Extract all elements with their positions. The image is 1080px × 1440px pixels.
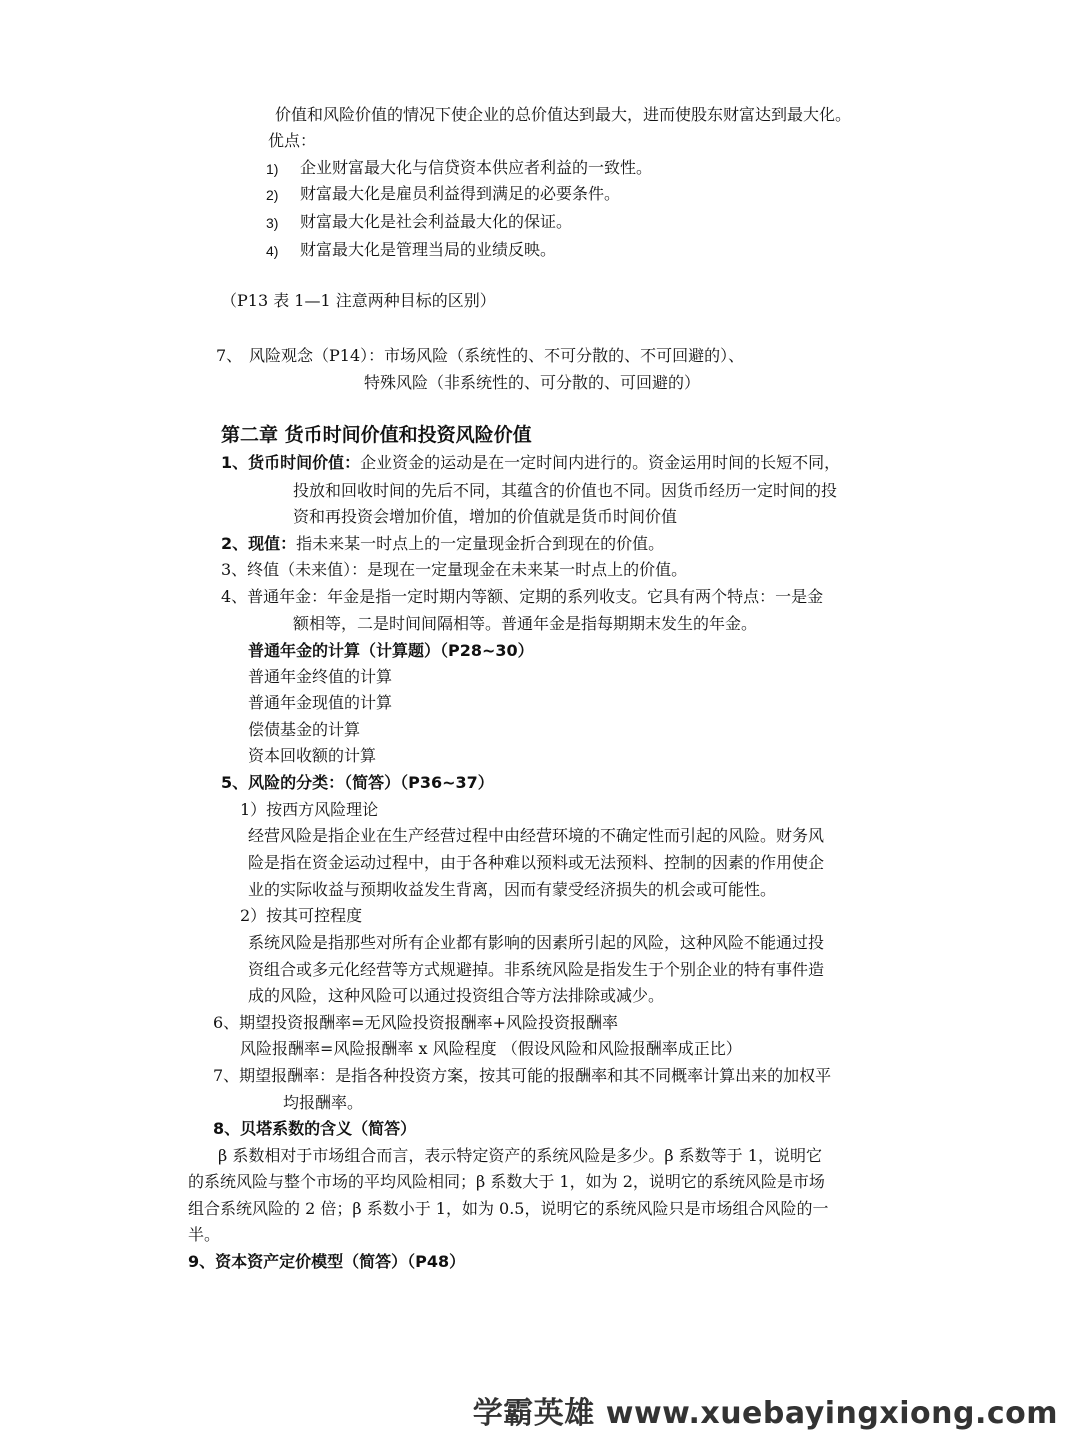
list-item: 资本回收额的计算 bbox=[248, 746, 377, 765]
item-text: 业的实际收益与预期收益发生背离，因而有蒙受经济损失的机会或可能性。 bbox=[248, 880, 777, 899]
risk-concept-line1: 风险观念（P14）：市场风险（系统性的、不可分散的、不可回避的）、 bbox=[249, 346, 745, 365]
formula-line: 6、期望投资报酬率=无风险投资报酬率+风险投资报酬率 bbox=[213, 1013, 618, 1032]
list-item: 财富最大化是社会利益最大化的保证。 bbox=[300, 212, 573, 231]
item-text: 资和再投资会增加价值，增加的价值就是货币时间价值 bbox=[293, 507, 678, 526]
item-text: 成的风险，这种风险可以通过投资组合等方法排除或减少。 bbox=[248, 986, 665, 1005]
item-text: 均报酬率。 bbox=[283, 1093, 364, 1112]
item-text: 4、普通年金：年金是指一定时期内等额、定期的系列收支。它具有两个特点：一是金 bbox=[221, 587, 824, 606]
watermark: 学霸英雄 www.xuebayingxiong.com bbox=[472, 1396, 1058, 1431]
list-item: 普通年金现值的计算 bbox=[248, 693, 393, 712]
item-text: 3、终值（未来值）：是现在一定量现金在未来某一时点上的价值。 bbox=[221, 560, 688, 579]
continuation-text: 价值和风险价值的情况下使企业的总价值达到最大，进而使股东财富达到最大化。 bbox=[275, 105, 852, 124]
item-heading: 2、现值： bbox=[221, 534, 297, 553]
list-number: 2) bbox=[266, 187, 279, 203]
paragraph-line: 组合系统风险的 2 倍；β 系数小于 1，如为 0.5，说明它的系统风险只是市场组合风险的一 bbox=[188, 1199, 829, 1218]
list-item: 财富最大化是雇员利益得到满足的必要条件。 bbox=[300, 184, 621, 203]
risk-concept-line2: 特殊风险（非系统性的、可分散的、可回避的） bbox=[364, 373, 701, 392]
item-text: 经营风险是指企业在生产经营过程中由经营环境的不确定性而引起的风险。财务风 bbox=[248, 826, 825, 845]
list-item: 企业财富最大化与信贷资本供应者利益的一致性。 bbox=[300, 158, 653, 177]
paragraph-line: β 系数相对于市场组合而言，表示特定资产的系统风险是多少。β 系数等于 1，说明它 bbox=[218, 1146, 822, 1165]
sub-item: 2）按其可控程度 bbox=[240, 906, 363, 925]
item-text: 7、期望报酬率：是指各种投资方案，按其可能的报酬率和其不同概率计算出来的加权平 bbox=[213, 1066, 832, 1085]
sub-item: 1）按西方风险理论 bbox=[240, 800, 379, 819]
list-item: 财富最大化是管理当局的业绩反映。 bbox=[300, 240, 557, 259]
formula-line: 风险报酬率=风险报酬率 x 风险程度 （假设风险和风险报酬率成正比） bbox=[240, 1039, 742, 1058]
item-text: 系统风险是指那些对所有企业都有影响的因素所引起的风险，这种风险不能通过投 bbox=[248, 933, 825, 952]
item-text: 额相等，二是时间间隔相等。普通年金是指每期期末发生的年金。 bbox=[293, 614, 758, 633]
item-7-number: 7、 bbox=[216, 346, 243, 365]
list-number: 1) bbox=[266, 161, 279, 177]
list-number: 3) bbox=[266, 215, 279, 231]
subheading: 普通年金的计算（计算题）（P28~30） bbox=[248, 641, 534, 660]
item-text: 资组合或多元化经营等方式规避掉。非系统风险是指发生于个别企业的特有事件造 bbox=[248, 960, 825, 979]
item-heading: 9、资本资产定价模型（简答）（P48） bbox=[188, 1252, 466, 1271]
item-text: 险是指在资金运动过程中，由于各种难以预料或无法预料、控制的因素的作用使企 bbox=[248, 853, 825, 872]
list-number: 4) bbox=[266, 243, 279, 259]
item-heading: 1、货币时间价值： bbox=[221, 453, 361, 472]
item-text: 企业资金的运动是在一定时间内进行的。资金运用时间的长短不同， bbox=[360, 453, 841, 472]
list-item: 普通年金终值的计算 bbox=[248, 667, 393, 686]
item-heading: 5、风险的分类：（简答）（P36~37） bbox=[221, 773, 494, 792]
item-text: 指未来某一时点上的一定量现金折合到现在的价值。 bbox=[296, 534, 665, 553]
paragraph-line: 的系统风险与整个市场的平均风险相同；β 系数大于 1，如为 2，说明它的系统风险是市场 bbox=[188, 1172, 825, 1191]
table-note: （P13 表 1—1 注意两种目标的区别） bbox=[221, 291, 496, 310]
list-item: 偿债基金的计算 bbox=[248, 720, 361, 739]
paragraph-line: 半。 bbox=[188, 1225, 221, 1244]
item-text: 投放和回收时间的先后不同，其蕴含的价值也不同。因货币经历一定时间的投 bbox=[293, 481, 838, 500]
item-heading: 8、贝塔系数的含义（简答） bbox=[213, 1119, 417, 1138]
chapter-title: 第二章 货币时间价值和投资风险价值 bbox=[221, 424, 532, 446]
advantages-label: 优点： bbox=[268, 131, 317, 150]
